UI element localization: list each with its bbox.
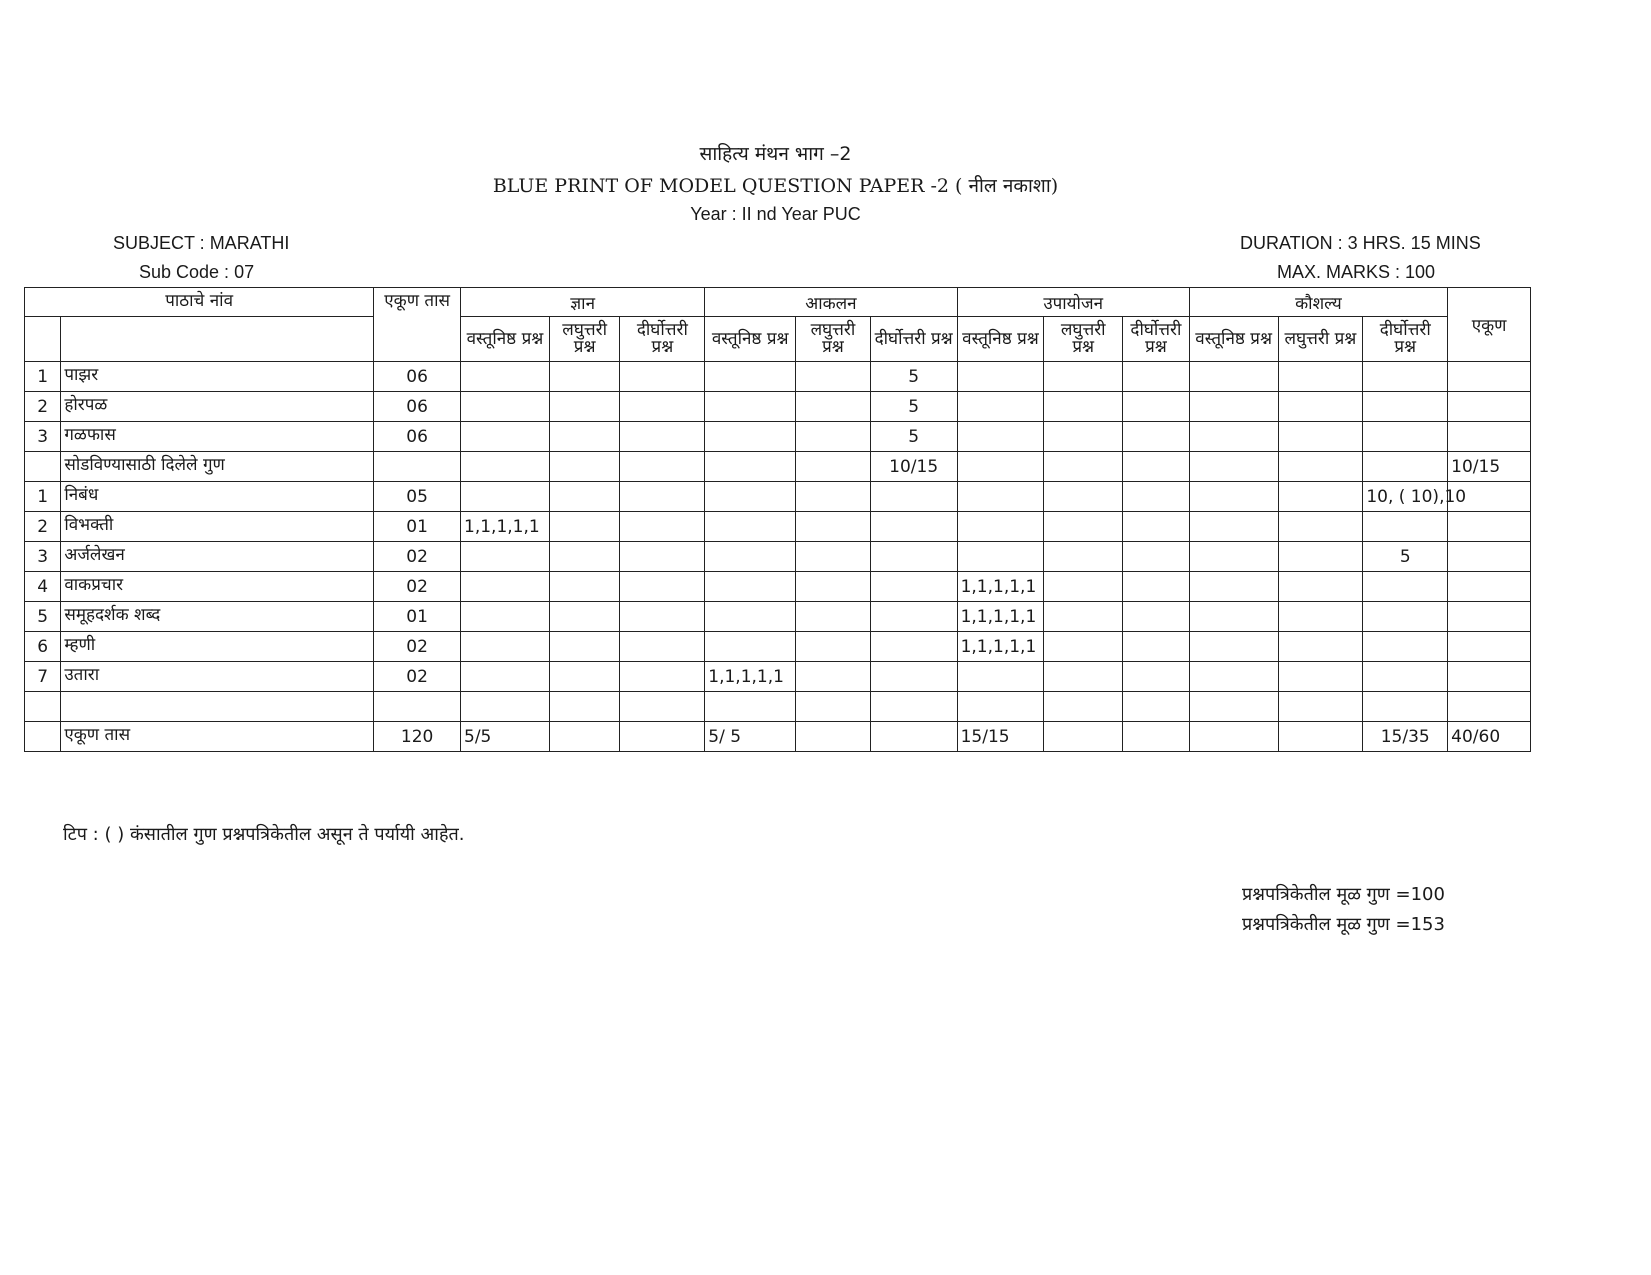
table-row: [25, 572, 1531, 602]
marks-cell: 5/ 5: [705, 722, 796, 752]
marks-cell: [1278, 572, 1363, 602]
marks-cell: [1189, 422, 1278, 452]
table-header-row: [25, 288, 1531, 317]
marks-cell: [957, 422, 1044, 452]
table-row: [25, 602, 1531, 632]
marks-cell: [1189, 392, 1278, 422]
marks-cell: [705, 512, 796, 542]
table-row: [25, 542, 1531, 572]
row-total: [1448, 512, 1531, 542]
marks-cell: [1363, 662, 1448, 692]
marks-cell: [1363, 602, 1448, 632]
marks-cell: [796, 722, 871, 752]
marks-cell: [461, 632, 550, 662]
lesson-name: अर्जलेखन: [61, 542, 374, 572]
marks-cell: [1363, 452, 1448, 482]
marks-cell: [796, 542, 871, 572]
marks-cell: [549, 422, 620, 452]
marks-cell: [1044, 422, 1123, 452]
marks-cell: [461, 572, 550, 602]
marks-cell: [620, 662, 705, 692]
marks-cell: [796, 422, 871, 452]
marks-cell: 1,1,1,1,1: [461, 512, 550, 542]
original-marks-line-1: प्रश्नपत्रिकेतील मूळ गुण =100: [1242, 884, 1445, 905]
marks-cell: [549, 722, 620, 752]
marks-cell: [957, 662, 1044, 692]
row-total: [1448, 692, 1531, 722]
subheader-cell: लघुत्तरी प्रश्न: [549, 317, 620, 362]
total-header: एकूण: [1448, 288, 1531, 362]
lesson-name: निबंध: [61, 482, 374, 512]
row-number: 4: [25, 572, 61, 602]
row-total: [1448, 542, 1531, 572]
lesson-name: सोडविण्यासाठी दिलेले गुण: [61, 452, 374, 482]
hours-cell: [374, 692, 461, 722]
row-number: 6: [25, 632, 61, 662]
marks-cell: [1278, 602, 1363, 632]
total-hours-header: एकूण तास: [374, 288, 461, 362]
marks-cell: [796, 452, 871, 482]
marks-cell: [549, 482, 620, 512]
marks-cell: [549, 632, 620, 662]
marks-cell: [870, 632, 957, 662]
group-header-skill: कौशल्य: [1189, 288, 1447, 317]
marks-cell: [705, 452, 796, 482]
marks-cell: 1,1,1,1,1: [957, 632, 1044, 662]
max-marks-label: MAX. MARKS : 100: [1277, 262, 1436, 282]
marks-cell: [620, 542, 705, 572]
marks-cell: [957, 482, 1044, 512]
row-total: [1448, 392, 1531, 422]
marks-cell: [549, 542, 620, 572]
hours-cell: 06: [374, 362, 461, 392]
lesson-name: विभक्ती: [61, 512, 374, 542]
marks-cell: [461, 662, 550, 692]
marks-cell: 15/15: [957, 722, 1044, 752]
marks-cell: [620, 482, 705, 512]
row-number: 2: [25, 392, 61, 422]
marks-cell: [705, 422, 796, 452]
marks-cell: [1363, 422, 1448, 452]
hours-cell: 02: [374, 572, 461, 602]
marks-cell: [870, 542, 957, 572]
marks-cell: [1123, 722, 1190, 752]
lesson-name: समूहदर्शक शब्द: [61, 602, 374, 632]
table-row: [25, 722, 1531, 752]
marks-cell: [620, 362, 705, 392]
marks-cell: [870, 572, 957, 602]
marks-cell: [461, 362, 550, 392]
marks-cell: [461, 452, 550, 482]
marks-cell: 5: [870, 362, 957, 392]
marks-cell: [549, 692, 620, 722]
row-number: [25, 692, 61, 722]
marks-cell: [461, 392, 550, 422]
marks-cell: [1189, 362, 1278, 392]
marks-cell: [549, 602, 620, 632]
subject-label: SUBJECT : MARATHI: [113, 233, 290, 253]
marks-cell: [1123, 452, 1190, 482]
marks-cell: [1278, 452, 1363, 482]
marks-cell: [549, 662, 620, 692]
marks-cell: [620, 392, 705, 422]
empty-cell: [25, 317, 61, 362]
marks-cell: [461, 602, 550, 632]
marks-cell: [549, 362, 620, 392]
marks-cell: [549, 512, 620, 542]
subheader-cell: लघुत्तरी प्रश्न: [1278, 317, 1363, 362]
subheader-cell: वस्तूनिष्ठ प्रश्न: [957, 317, 1044, 362]
marks-cell: [796, 602, 871, 632]
marks-cell: [1123, 542, 1190, 572]
hours-cell: [374, 452, 461, 482]
marks-cell: [1363, 572, 1448, 602]
row-total: 40/60: [1448, 722, 1531, 752]
marks-cell: [620, 632, 705, 662]
document-title-english: BLUE PRINT OF MODEL QUESTION PAPER -2 ( नील नकाशा): [492, 175, 1059, 197]
marks-cell: [870, 692, 957, 722]
hours-cell: 01: [374, 602, 461, 632]
marks-cell: [705, 392, 796, 422]
row-total: [1448, 572, 1531, 602]
empty-cell: [61, 317, 374, 362]
marks-cell: [549, 452, 620, 482]
subheader-cell: दीर्घोत्तरी प्रश्न: [620, 317, 705, 362]
row-number: [25, 722, 61, 752]
lesson-name: म्हणी: [61, 632, 374, 662]
marks-cell: [620, 452, 705, 482]
footnote: टिप : ( ) कंसातील गुण प्रश्नपत्रिकेतील असून ते पर्यायी आहेत.: [63, 824, 465, 845]
marks-cell: [1363, 632, 1448, 662]
marks-cell: [1278, 362, 1363, 392]
lesson-name: गळफास: [61, 422, 374, 452]
marks-cell: [1278, 632, 1363, 662]
subheader-cell: वस्तूनिष्ठ प्रश्न: [461, 317, 550, 362]
marks-cell: [1363, 392, 1448, 422]
marks-cell: [1189, 602, 1278, 632]
marks-cell: [796, 392, 871, 422]
marks-cell: [1189, 722, 1278, 752]
marks-cell: [461, 692, 550, 722]
row-total: [1448, 662, 1531, 692]
marks-cell: [1189, 572, 1278, 602]
marks-cell: [1044, 392, 1123, 422]
marks-cell: [1044, 722, 1123, 752]
marks-cell: [620, 572, 705, 602]
lesson-name-header: पाठाचे नांव: [25, 288, 374, 317]
marks-cell: [1123, 632, 1190, 662]
marks-cell: [1189, 542, 1278, 572]
hours-cell: 02: [374, 542, 461, 572]
marks-cell: [705, 692, 796, 722]
marks-cell: [620, 692, 705, 722]
marks-cell: 5: [870, 392, 957, 422]
marks-cell: [1363, 692, 1448, 722]
marks-cell: [796, 572, 871, 602]
marks-cell: [1278, 422, 1363, 452]
marks-cell: 10, ( 10),10: [1363, 482, 1448, 512]
marks-cell: [1189, 662, 1278, 692]
marks-cell: [705, 632, 796, 662]
marks-cell: [1123, 572, 1190, 602]
marks-cell: [1044, 452, 1123, 482]
marks-cell: [1044, 572, 1123, 602]
marks-cell: [1044, 632, 1123, 662]
marks-cell: [957, 692, 1044, 722]
hours-cell: 01: [374, 512, 461, 542]
blueprint-table: [24, 287, 1531, 752]
subheader-cell: दीर्घोत्तरी प्रश्न: [1363, 317, 1448, 362]
subheader-cell: लघुत्तरी प्रश्न: [1044, 317, 1123, 362]
row-number: 1: [25, 362, 61, 392]
row-number: 5: [25, 602, 61, 632]
table-row: [25, 692, 1531, 722]
marks-cell: [870, 662, 957, 692]
sub-code-label: Sub Code : 07: [139, 262, 255, 282]
row-number: 3: [25, 542, 61, 572]
hours-cell: 120: [374, 722, 461, 752]
table-row: [25, 662, 1531, 692]
marks-cell: [1278, 722, 1363, 752]
table-row: [25, 392, 1531, 422]
marks-cell: 10/15: [870, 452, 957, 482]
hours-cell: 02: [374, 632, 461, 662]
marks-cell: [1123, 692, 1190, 722]
row-number: [25, 452, 61, 482]
lesson-name: [61, 692, 374, 722]
original-marks-line-2: प्रश्नपत्रिकेतील मूळ गुण =153: [1242, 914, 1445, 935]
table-row: [25, 512, 1531, 542]
marks-cell: [1189, 692, 1278, 722]
marks-cell: [461, 422, 550, 452]
marks-cell: [1044, 662, 1123, 692]
marks-cell: [870, 722, 957, 752]
row-number: 1: [25, 482, 61, 512]
marks-cell: [705, 542, 796, 572]
subheader-cell: दीर्घोत्तरी प्रश्न: [870, 317, 957, 362]
marks-cell: [1044, 692, 1123, 722]
marks-cell: [1363, 512, 1448, 542]
marks-cell: [1123, 512, 1190, 542]
marks-cell: [796, 512, 871, 542]
marks-cell: [796, 362, 871, 392]
hours-cell: 06: [374, 392, 461, 422]
marks-cell: [1044, 512, 1123, 542]
duration-label: DURATION : 3 HRS. 15 MINS: [1240, 233, 1481, 253]
marks-cell: 5: [870, 422, 957, 452]
marks-cell: [705, 482, 796, 512]
marks-cell: 1,1,1,1,1: [705, 662, 796, 692]
subheader-cell: लघुत्तरी प्रश्न: [796, 317, 871, 362]
marks-cell: [620, 722, 705, 752]
marks-cell: [620, 512, 705, 542]
document-year: Year : II nd Year PUC: [690, 204, 861, 224]
group-header-application: उपायोजन: [957, 288, 1189, 317]
subheader-cell: दीर्घोत्तरी प्रश्न: [1123, 317, 1190, 362]
marks-cell: [620, 422, 705, 452]
lesson-name: वाकप्रचार: [61, 572, 374, 602]
row-number: 3: [25, 422, 61, 452]
lesson-name: होरपळ: [61, 392, 374, 422]
marks-cell: [1123, 482, 1190, 512]
marks-cell: [1123, 392, 1190, 422]
marks-cell: 1,1,1,1,1: [957, 572, 1044, 602]
document-title-marathi: साहित्य मंथन भाग –2: [699, 143, 852, 165]
marks-cell: [1278, 662, 1363, 692]
row-total: [1448, 602, 1531, 632]
lesson-name: पाझर: [61, 362, 374, 392]
marks-cell: [957, 452, 1044, 482]
table-row: [25, 422, 1531, 452]
marks-cell: [870, 512, 957, 542]
table-row: [25, 632, 1531, 662]
marks-cell: [957, 362, 1044, 392]
marks-cell: [461, 482, 550, 512]
table-subheader-row: [25, 317, 1531, 362]
marks-cell: 5/5: [461, 722, 550, 752]
lesson-name: उतारा: [61, 662, 374, 692]
marks-cell: [705, 362, 796, 392]
marks-cell: [1189, 482, 1278, 512]
marks-cell: [1278, 482, 1363, 512]
marks-cell: [796, 482, 871, 512]
marks-cell: [796, 692, 871, 722]
hours-cell: 02: [374, 662, 461, 692]
table-row: [25, 482, 1531, 512]
hours-cell: 06: [374, 422, 461, 452]
marks-cell: [957, 512, 1044, 542]
subheader-cell: वस्तूनिष्ठ प्रश्न: [1189, 317, 1278, 362]
marks-cell: [705, 572, 796, 602]
marks-cell: [549, 572, 620, 602]
marks-cell: [620, 602, 705, 632]
row-number: 7: [25, 662, 61, 692]
marks-cell: [1189, 632, 1278, 662]
table-row: [25, 452, 1531, 482]
marks-cell: [1123, 662, 1190, 692]
table-row: [25, 362, 1531, 392]
row-total: 10/15: [1448, 452, 1531, 482]
marks-cell: [549, 392, 620, 422]
marks-cell: [870, 602, 957, 632]
marks-cell: [957, 542, 1044, 572]
marks-cell: [1123, 422, 1190, 452]
marks-cell: [870, 482, 957, 512]
marks-cell: [1189, 452, 1278, 482]
marks-cell: [957, 392, 1044, 422]
marks-cell: [1363, 362, 1448, 392]
marks-cell: [705, 602, 796, 632]
marks-cell: [1044, 602, 1123, 632]
row-total: [1448, 422, 1531, 452]
marks-cell: [1278, 392, 1363, 422]
marks-cell: 1,1,1,1,1: [957, 602, 1044, 632]
group-header-knowledge: ज्ञान: [461, 288, 705, 317]
marks-cell: [1278, 692, 1363, 722]
row-total: [1448, 362, 1531, 392]
subheader-cell: वस्तूनिष्ठ प्रश्न: [705, 317, 796, 362]
marks-cell: [1044, 362, 1123, 392]
marks-cell: [796, 662, 871, 692]
marks-cell: 5: [1363, 542, 1448, 572]
marks-cell: [796, 632, 871, 662]
marks-cell: [1044, 482, 1123, 512]
marks-cell: [461, 542, 550, 572]
marks-cell: [1278, 512, 1363, 542]
group-header-comprehension: आकलन: [705, 288, 957, 317]
marks-cell: 15/35: [1363, 722, 1448, 752]
marks-cell: [1189, 512, 1278, 542]
marks-cell: [1123, 602, 1190, 632]
marks-cell: [1044, 542, 1123, 572]
row-total: [1448, 632, 1531, 662]
lesson-name: एकूण तास: [61, 722, 374, 752]
marks-cell: [1278, 542, 1363, 572]
row-number: 2: [25, 512, 61, 542]
hours-cell: 05: [374, 482, 461, 512]
marks-cell: [1123, 362, 1190, 392]
